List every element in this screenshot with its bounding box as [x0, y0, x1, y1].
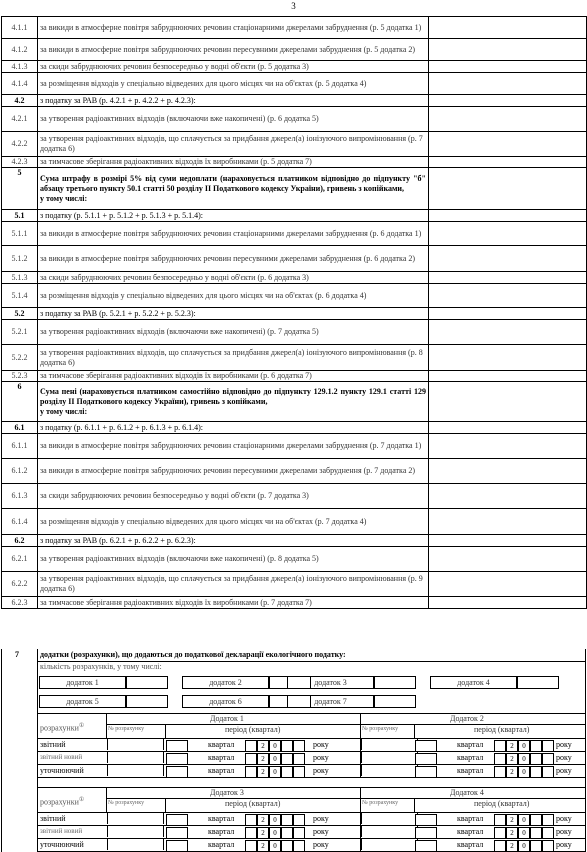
year-field-a-right[interactable]: [530, 840, 542, 852]
declaration-table: [1, 16, 587, 609]
calc-label-1: [40, 722, 84, 733]
addendum-label-7: додаток 7: [287, 695, 374, 708]
year-digit-2-right: 2: [506, 827, 518, 839]
row-code: 5.1.1: [2, 222, 38, 246]
calc-no-label: № розрахунку: [108, 800, 145, 806]
calc-number-field-left[interactable]: [166, 753, 188, 765]
year-digit-0-left: 0: [269, 766, 281, 778]
row-6-2: [2, 535, 587, 547]
footnote-mark: ①: [78, 723, 85, 729]
page-number: 3: [291, 1, 296, 11]
row-description: за утворення радіоактивних відходів, що сплачується за придбання джерел(а) іонізуючого випромінювання (р. 7 додатка 6): [38, 132, 429, 157]
report-type-1: звітний новий: [40, 827, 83, 835]
calc-label-text: розрахунки: [40, 723, 79, 733]
row-4-1-1: [2, 17, 587, 39]
frame-right: [585, 649, 586, 852]
row-6-1-1: [2, 434, 587, 459]
year-field-a-left[interactable]: [281, 766, 293, 778]
row-description: з податку за РАВ (р. 6.2.1 + р. 6.2.2 + р. 6.2.3):: [38, 535, 429, 547]
report-checkbox-right[interactable]: [361, 813, 418, 824]
year-field-b-right[interactable]: [542, 740, 554, 752]
row-amount-field[interactable]: [429, 39, 587, 61]
row-description: за викиди в атмосферне повітря забруднюючих речовин пересувними джерелами забруднення (р. 5 додатка 2): [38, 39, 429, 61]
row-description: за утворення радіоактивних відходів, що сплачується за придбання джерел(а) іонізуючого випромінювання (р. 9 додатка 6): [38, 572, 429, 597]
row-6-2-3: [2, 597, 587, 609]
row-5-2-2: [2, 345, 587, 371]
calc-no-divider-left: [165, 724, 166, 739]
calc-number-field-right[interactable]: [415, 753, 437, 765]
year-digit-0-right: 0: [518, 766, 530, 778]
calc-block-left-title-2: Додаток 3: [210, 788, 244, 797]
year-digit-2-left: 2: [257, 827, 269, 839]
row-code: 5: [2, 168, 38, 210]
quarter-field-right[interactable]: [494, 840, 506, 852]
row-amount-field[interactable]: [429, 434, 587, 459]
calc-number-field-left[interactable]: [166, 766, 188, 778]
row-amount-field[interactable]: [429, 422, 587, 434]
year-digit-0-right: 0: [518, 827, 530, 839]
year-field-b-right[interactable]: [542, 840, 554, 852]
period-label: період (квартал): [225, 799, 281, 808]
period-label: період (квартал): [474, 725, 530, 734]
calc-number-field-left[interactable]: [166, 827, 188, 839]
row-6-1: [2, 422, 587, 434]
year-label-left: року: [313, 840, 329, 849]
quarter-label-right: квартал: [457, 766, 484, 775]
calc-no-label: № розрахунку: [362, 800, 399, 806]
row-code: 6.1: [2, 422, 38, 434]
row-code: 4.2.3: [2, 157, 38, 168]
row-code: 6.2.2: [2, 572, 38, 597]
row-amount-field[interactable]: [429, 284, 587, 308]
row-amount-field[interactable]: [429, 572, 587, 597]
report-checkbox-left[interactable]: [107, 813, 164, 824]
row-code: 6.2.3: [2, 597, 38, 609]
addendum-count-field-4[interactable]: [517, 676, 559, 689]
calc-no-divider-right: [414, 798, 415, 813]
row-5: [2, 168, 587, 210]
row-code: 4.2.2: [2, 132, 38, 157]
row-amount-field[interactable]: [429, 509, 587, 535]
year-digit-2-right: 2: [506, 766, 518, 778]
year-field-b-left[interactable]: [293, 740, 305, 752]
row-amount-field[interactable]: [429, 246, 587, 272]
year-label-left: року: [313, 766, 329, 775]
year-label-right: року: [556, 840, 572, 849]
row-code: 5.2.1: [2, 320, 38, 345]
row-6-2-2: [2, 572, 587, 597]
quarter-label-left: квартал: [208, 766, 235, 775]
year-field-b-left[interactable]: [293, 753, 305, 765]
row-description: за утворення радіоактивних відходів (включаючи вже накопичені) (р. 6 додатка 5): [38, 107, 429, 132]
addendum-count-field-3[interactable]: [374, 676, 416, 689]
year-digit-2-left: 2: [257, 814, 269, 826]
calc-number-field-right[interactable]: [415, 740, 437, 752]
row-code: 4.1.1: [2, 17, 38, 39]
row-5-1-1: [2, 222, 587, 246]
addendum-label-2: додаток 2: [182, 676, 269, 689]
row-code: 4.1.3: [2, 61, 38, 73]
row-description: за скиди забруднюючих речовин безпосередньо у водні об'єкти (р. 6 додатка 3): [38, 272, 429, 284]
quarter-label-right: квартал: [457, 753, 484, 762]
calc-label-divider-1: [106, 713, 107, 739]
report-checkbox-left[interactable]: [107, 739, 164, 750]
row-5-1-4: [2, 284, 587, 308]
row-4-1-3: [2, 61, 587, 73]
quarter-field-right[interactable]: [494, 753, 506, 765]
quarter-field-left[interactable]: [245, 827, 257, 839]
row-6-1-4: [2, 509, 587, 535]
quarter-field-left[interactable]: [245, 740, 257, 752]
year-label-left: року: [313, 827, 329, 836]
addendum-label-6: додаток 6: [182, 695, 269, 708]
calc-number-field-right[interactable]: [415, 814, 437, 826]
row-code: 5.1: [2, 210, 38, 222]
row-5-1-3: [2, 272, 587, 284]
row-code: 6.2: [2, 535, 38, 547]
row-amount-field[interactable]: [429, 535, 587, 547]
row-amount-field[interactable]: [429, 61, 587, 73]
row-code: 5.2.3: [2, 371, 38, 382]
period-label: період (квартал): [474, 799, 530, 808]
row-description: Сума пені (нараховується платником самостійно відповідно до підпункту 129.1.2 пункту 129.1 статті 129 розділу II Податкового кодексу України), гривень з копійками, у тому числі:: [38, 382, 429, 422]
row-5-1: [2, 210, 587, 222]
year-field-a-right[interactable]: [530, 814, 542, 826]
report-checkbox-right[interactable]: [361, 826, 418, 837]
year-digit-2-right: 2: [506, 840, 518, 852]
year-label-right: року: [556, 766, 572, 775]
quarter-label-left: квартал: [208, 814, 235, 823]
row-description: за викиди в атмосферне повітря забруднюючих речовин стаціонарними джерелами забруднення (р. 6 додатка 1): [38, 222, 429, 246]
calc-block-left-title-1: Додаток 1: [210, 714, 244, 723]
year-digit-0-right: 0: [518, 840, 530, 852]
row-code: 6.2.1: [2, 547, 38, 572]
calc-no-label: № розрахунку: [362, 726, 399, 732]
row-amount-field[interactable]: [429, 272, 587, 284]
row-description: за викиди в атмосферне повітря забруднюючих речовин пересувними джерелами забруднення (р. 7 додатка 2): [38, 459, 429, 484]
year-digit-0-right: 0: [518, 740, 530, 752]
quarter-field-right[interactable]: [494, 814, 506, 826]
year-field-b-right[interactable]: [542, 827, 554, 839]
row-code: 5.2: [2, 308, 38, 320]
quarter-field-left[interactable]: [245, 814, 257, 826]
row-description: за скиди забруднюючих речовин безпосередньо у водні об'єкти (р. 7 додатка 3): [38, 484, 429, 509]
addendum-label-3: додаток 3: [287, 676, 374, 689]
calc-number-field-right[interactable]: [415, 840, 437, 852]
report-checkbox-left[interactable]: [107, 765, 164, 776]
addendum-label-4: додаток 4: [430, 676, 517, 689]
calc-label-2: [40, 796, 84, 807]
row-code: 4.1.4: [2, 73, 38, 95]
row-description: за тимчасове зберігання радіоактивних відходів їх виробниками (р. 7 додатка 7): [38, 597, 429, 609]
year-label-left: року: [313, 740, 329, 749]
row-code: 5.1.2: [2, 246, 38, 272]
year-field-a-left[interactable]: [281, 840, 293, 852]
row-description: за викиди в атмосферне повітря забруднюючих речовин пересувними джерелами забруднення (р. 6 додатка 2): [38, 246, 429, 272]
calc-label-text: розрахунки: [40, 797, 79, 807]
row-5-2-3: [2, 371, 587, 382]
row-4-2-3: [2, 157, 587, 168]
row-amount-field[interactable]: [429, 222, 587, 246]
quarter-label-left: квартал: [208, 840, 235, 849]
row-description: за розміщення відходів у спеціально відведених для цього місцях чи на об'єктах (р. 7 додатка 4): [38, 509, 429, 535]
row-amount-field[interactable]: [429, 320, 587, 345]
year-digit-0-left: 0: [269, 740, 281, 752]
report-checkbox-right[interactable]: [361, 839, 418, 850]
row-description: за утворення радіоактивних відходів (включаючи вже накопичені) (р. 7 додатка 5): [38, 320, 429, 345]
row-amount-field[interactable]: [429, 107, 587, 132]
quarter-field-right[interactable]: [494, 827, 506, 839]
row-amount-field[interactable]: [429, 597, 587, 609]
year-field-a-left[interactable]: [281, 814, 293, 826]
report-type-1: звітний новий: [40, 753, 83, 761]
report-checkbox-left[interactable]: [107, 752, 164, 763]
quarter-field-left[interactable]: [245, 840, 257, 852]
row-code: 5.1.3: [2, 272, 38, 284]
row-description: за утворення радіоактивних відходів (включаючи вже накопичені) (р. 8 додатка 5): [38, 547, 429, 572]
row-4-1-2: [2, 39, 587, 61]
calc-block-top-1: [37, 713, 585, 714]
frame-left: [1, 649, 2, 852]
row-description: з податку за РАВ (р. 4.2.1 + р. 4.2.2 + р. 4.2.3):: [38, 95, 429, 107]
calc-no-divider-right: [414, 724, 415, 739]
year-label-right: року: [556, 827, 572, 836]
row-amount-field[interactable]: [429, 157, 587, 168]
section7-code: 7: [15, 650, 19, 659]
calc-block-right-title-1: Додаток 2: [450, 714, 484, 723]
row-5-2: [2, 308, 587, 320]
year-digit-2-right: 2: [506, 814, 518, 826]
year-digit-0-left: 0: [269, 840, 281, 852]
row-description: з податку (р. 6.1.1 + р. 6.1.2 + р. 6.1.3 + р. 6.1.4):: [38, 422, 429, 434]
year-field-b-left[interactable]: [293, 766, 305, 778]
year-digit-0-left: 0: [269, 814, 281, 826]
report-checkbox-right[interactable]: [361, 765, 418, 776]
calc-number-field-left[interactable]: [166, 814, 188, 826]
row-description: за тимчасове зберігання радіоактивних відходів їх виробниками (р. 6 додатка 7): [38, 371, 429, 382]
year-field-b-right[interactable]: [542, 814, 554, 826]
row-amount-field[interactable]: [429, 484, 587, 509]
year-digit-2-left: 2: [257, 766, 269, 778]
row-4-2-1: [2, 107, 587, 132]
addendum-count-field-7[interactable]: [374, 695, 416, 708]
addendum-label-1: додаток 1: [39, 676, 126, 689]
quarter-label-right: квартал: [457, 827, 484, 836]
year-field-b-right[interactable]: [542, 753, 554, 765]
row-description: за скиди забруднюючих речовин безпосередньо у водні об'єкти (р. 5 додатка 3): [38, 61, 429, 73]
row-description: з податку за РАВ (р. 5.2.1 + р. 5.2.2 + р. 5.2.3):: [38, 308, 429, 320]
year-field-b-left[interactable]: [293, 840, 305, 852]
row-6: [2, 382, 587, 422]
addendum-count-field-1[interactable]: [126, 676, 168, 689]
quarter-label-right: квартал: [457, 814, 484, 823]
row-6-1-2: [2, 459, 587, 484]
report-checkbox-right[interactable]: [361, 739, 418, 750]
section7-title: додатки (розрахунки), що додаються до податкової декларації екологічного податку:: [40, 650, 346, 659]
calc-block-right-title-2: Додаток 4: [450, 788, 484, 797]
quarter-field-left[interactable]: [245, 753, 257, 765]
year-field-a-right[interactable]: [530, 740, 542, 752]
report-checkbox-right[interactable]: [361, 752, 418, 763]
quarter-field-left[interactable]: [245, 766, 257, 778]
year-field-b-left[interactable]: [293, 814, 305, 826]
report-checkbox-left[interactable]: [107, 839, 164, 850]
report-checkbox-left[interactable]: [107, 826, 164, 837]
year-digit-0-right: 0: [518, 753, 530, 765]
period-label: період (квартал): [225, 725, 281, 734]
row-5-2-1: [2, 320, 587, 345]
row-5-1-2: [2, 246, 587, 272]
addendum-label-5: додаток 5: [39, 695, 126, 708]
row-description: Сума штрафу в розмірі 5% від суми недоплати (нараховується платником відповідно до підпункту "б" абзацу третього пункту 50.1 статті 50 розділу II Податкового кодексу України), гривень з копійками, у тому числі:: [38, 168, 429, 210]
addendum-count-field-5[interactable]: [126, 695, 168, 708]
quarter-label-left: квартал: [208, 827, 235, 836]
year-digit-2-left: 2: [257, 740, 269, 752]
calc-no-divider-left: [165, 798, 166, 813]
row-amount-field[interactable]: [429, 132, 587, 157]
row-4-1-4: [2, 73, 587, 95]
quarter-label-left: квартал: [208, 740, 235, 749]
quarter-label-left: квартал: [208, 753, 235, 762]
year-digit-2-left: 2: [257, 840, 269, 852]
row-description: з податку (р. 5.1.1 + р. 5.1.2 + р. 5.1.3 + р. 5.1.4):: [38, 210, 429, 222]
calc-no-label: № розрахунку: [108, 726, 145, 732]
row-code: 6.1.4: [2, 509, 38, 535]
row-amount-field[interactable]: [429, 95, 587, 107]
year-field-a-right[interactable]: [530, 827, 542, 839]
row-code: 6.1.3: [2, 484, 38, 509]
row-code: 5.1.4: [2, 284, 38, 308]
year-field-a-left[interactable]: [281, 827, 293, 839]
calc-number-field-left[interactable]: [166, 740, 188, 752]
year-field-a-left[interactable]: [281, 753, 293, 765]
calc-number-field-right[interactable]: [415, 766, 437, 778]
row-amount-field[interactable]: [429, 73, 587, 95]
row-code: 4.2.1: [2, 107, 38, 132]
row-amount-field[interactable]: [429, 382, 587, 422]
calc-label-divider-2: [106, 787, 107, 813]
year-label-right: року: [556, 753, 572, 762]
year-digit-2-left: 2: [257, 753, 269, 765]
year-field-a-left[interactable]: [281, 740, 293, 752]
year-field-a-right[interactable]: [530, 766, 542, 778]
row-amount-field[interactable]: [429, 345, 587, 371]
quarter-label-right: квартал: [457, 840, 484, 849]
report-type-0: звітний: [40, 814, 66, 823]
footnote-mark: ①: [78, 797, 85, 803]
row-amount-field[interactable]: [429, 17, 587, 39]
report-type-2: уточнюючий: [40, 766, 84, 775]
report-type-2: уточнюючий: [40, 840, 84, 849]
row-code: 6.1.1: [2, 434, 38, 459]
row-4-2-2: [2, 132, 587, 157]
row-code: 4.1.2: [2, 39, 38, 61]
row-amount-field[interactable]: [429, 168, 587, 210]
year-label-right: року: [556, 814, 572, 823]
calc-block-top-2: [37, 787, 585, 788]
row-description: за тимчасове зберігання радіоактивних відходів їх виробниками (р. 5 додатка 7): [38, 157, 429, 168]
row-amount-field[interactable]: [429, 371, 587, 382]
year-digit-0-left: 0: [269, 827, 281, 839]
row-description: за розміщення відходів у спеціально відведених для цього місцях чи на об'єктах (р. 6 додатка 4): [38, 284, 429, 308]
row-description: за розміщення відходів у спеціально відведених для цього місцях чи на об'єктах (р. 5 додатка 4): [38, 73, 429, 95]
year-digit-2-right: 2: [506, 740, 518, 752]
row-amount-field[interactable]: [429, 210, 587, 222]
count-label: кількість розрахунків, у тому числі:: [40, 662, 162, 671]
row-4-2: [2, 95, 587, 107]
year-label-right: року: [556, 740, 572, 749]
row-amount-field[interactable]: [429, 459, 587, 484]
quarter-field-right[interactable]: [494, 740, 506, 752]
row-code: 5.2.2: [2, 345, 38, 371]
year-field-b-left[interactable]: [293, 827, 305, 839]
row-code: 4.2: [2, 95, 38, 107]
row-description: за викиди в атмосферне повітря забруднюючих речовин стаціонарними джерелами забруднення (р. 5 додатка 1): [38, 17, 429, 39]
row-description: за утворення радіоактивних відходів, що сплачується за придбання джерел(а) іонізуючого випромінювання (р. 8 додатка 6): [38, 345, 429, 371]
row-6-2-1: [2, 547, 587, 572]
row-6-1-3: [2, 484, 587, 509]
year-label-left: року: [313, 814, 329, 823]
row-amount-field[interactable]: [429, 308, 587, 320]
quarter-label-right: квартал: [457, 740, 484, 749]
report-type-0: звітний: [40, 740, 66, 749]
calc-number-field-left[interactable]: [166, 840, 188, 852]
year-digit-0-left: 0: [269, 753, 281, 765]
year-digit-2-right: 2: [506, 753, 518, 765]
quarter-field-right[interactable]: [494, 766, 506, 778]
year-field-a-right[interactable]: [530, 753, 542, 765]
row-code: 6: [2, 382, 38, 422]
row-description: за викиди в атмосферне повітря забруднюючих речовин стаціонарними джерелами забруднення (р. 7 додатка 1): [38, 434, 429, 459]
row-code: 6.1.2: [2, 459, 38, 484]
calc-number-field-right[interactable]: [415, 827, 437, 839]
year-digit-0-right: 0: [518, 814, 530, 826]
row-amount-field[interactable]: [429, 547, 587, 572]
year-field-b-right[interactable]: [542, 766, 554, 778]
year-label-left: року: [313, 753, 329, 762]
